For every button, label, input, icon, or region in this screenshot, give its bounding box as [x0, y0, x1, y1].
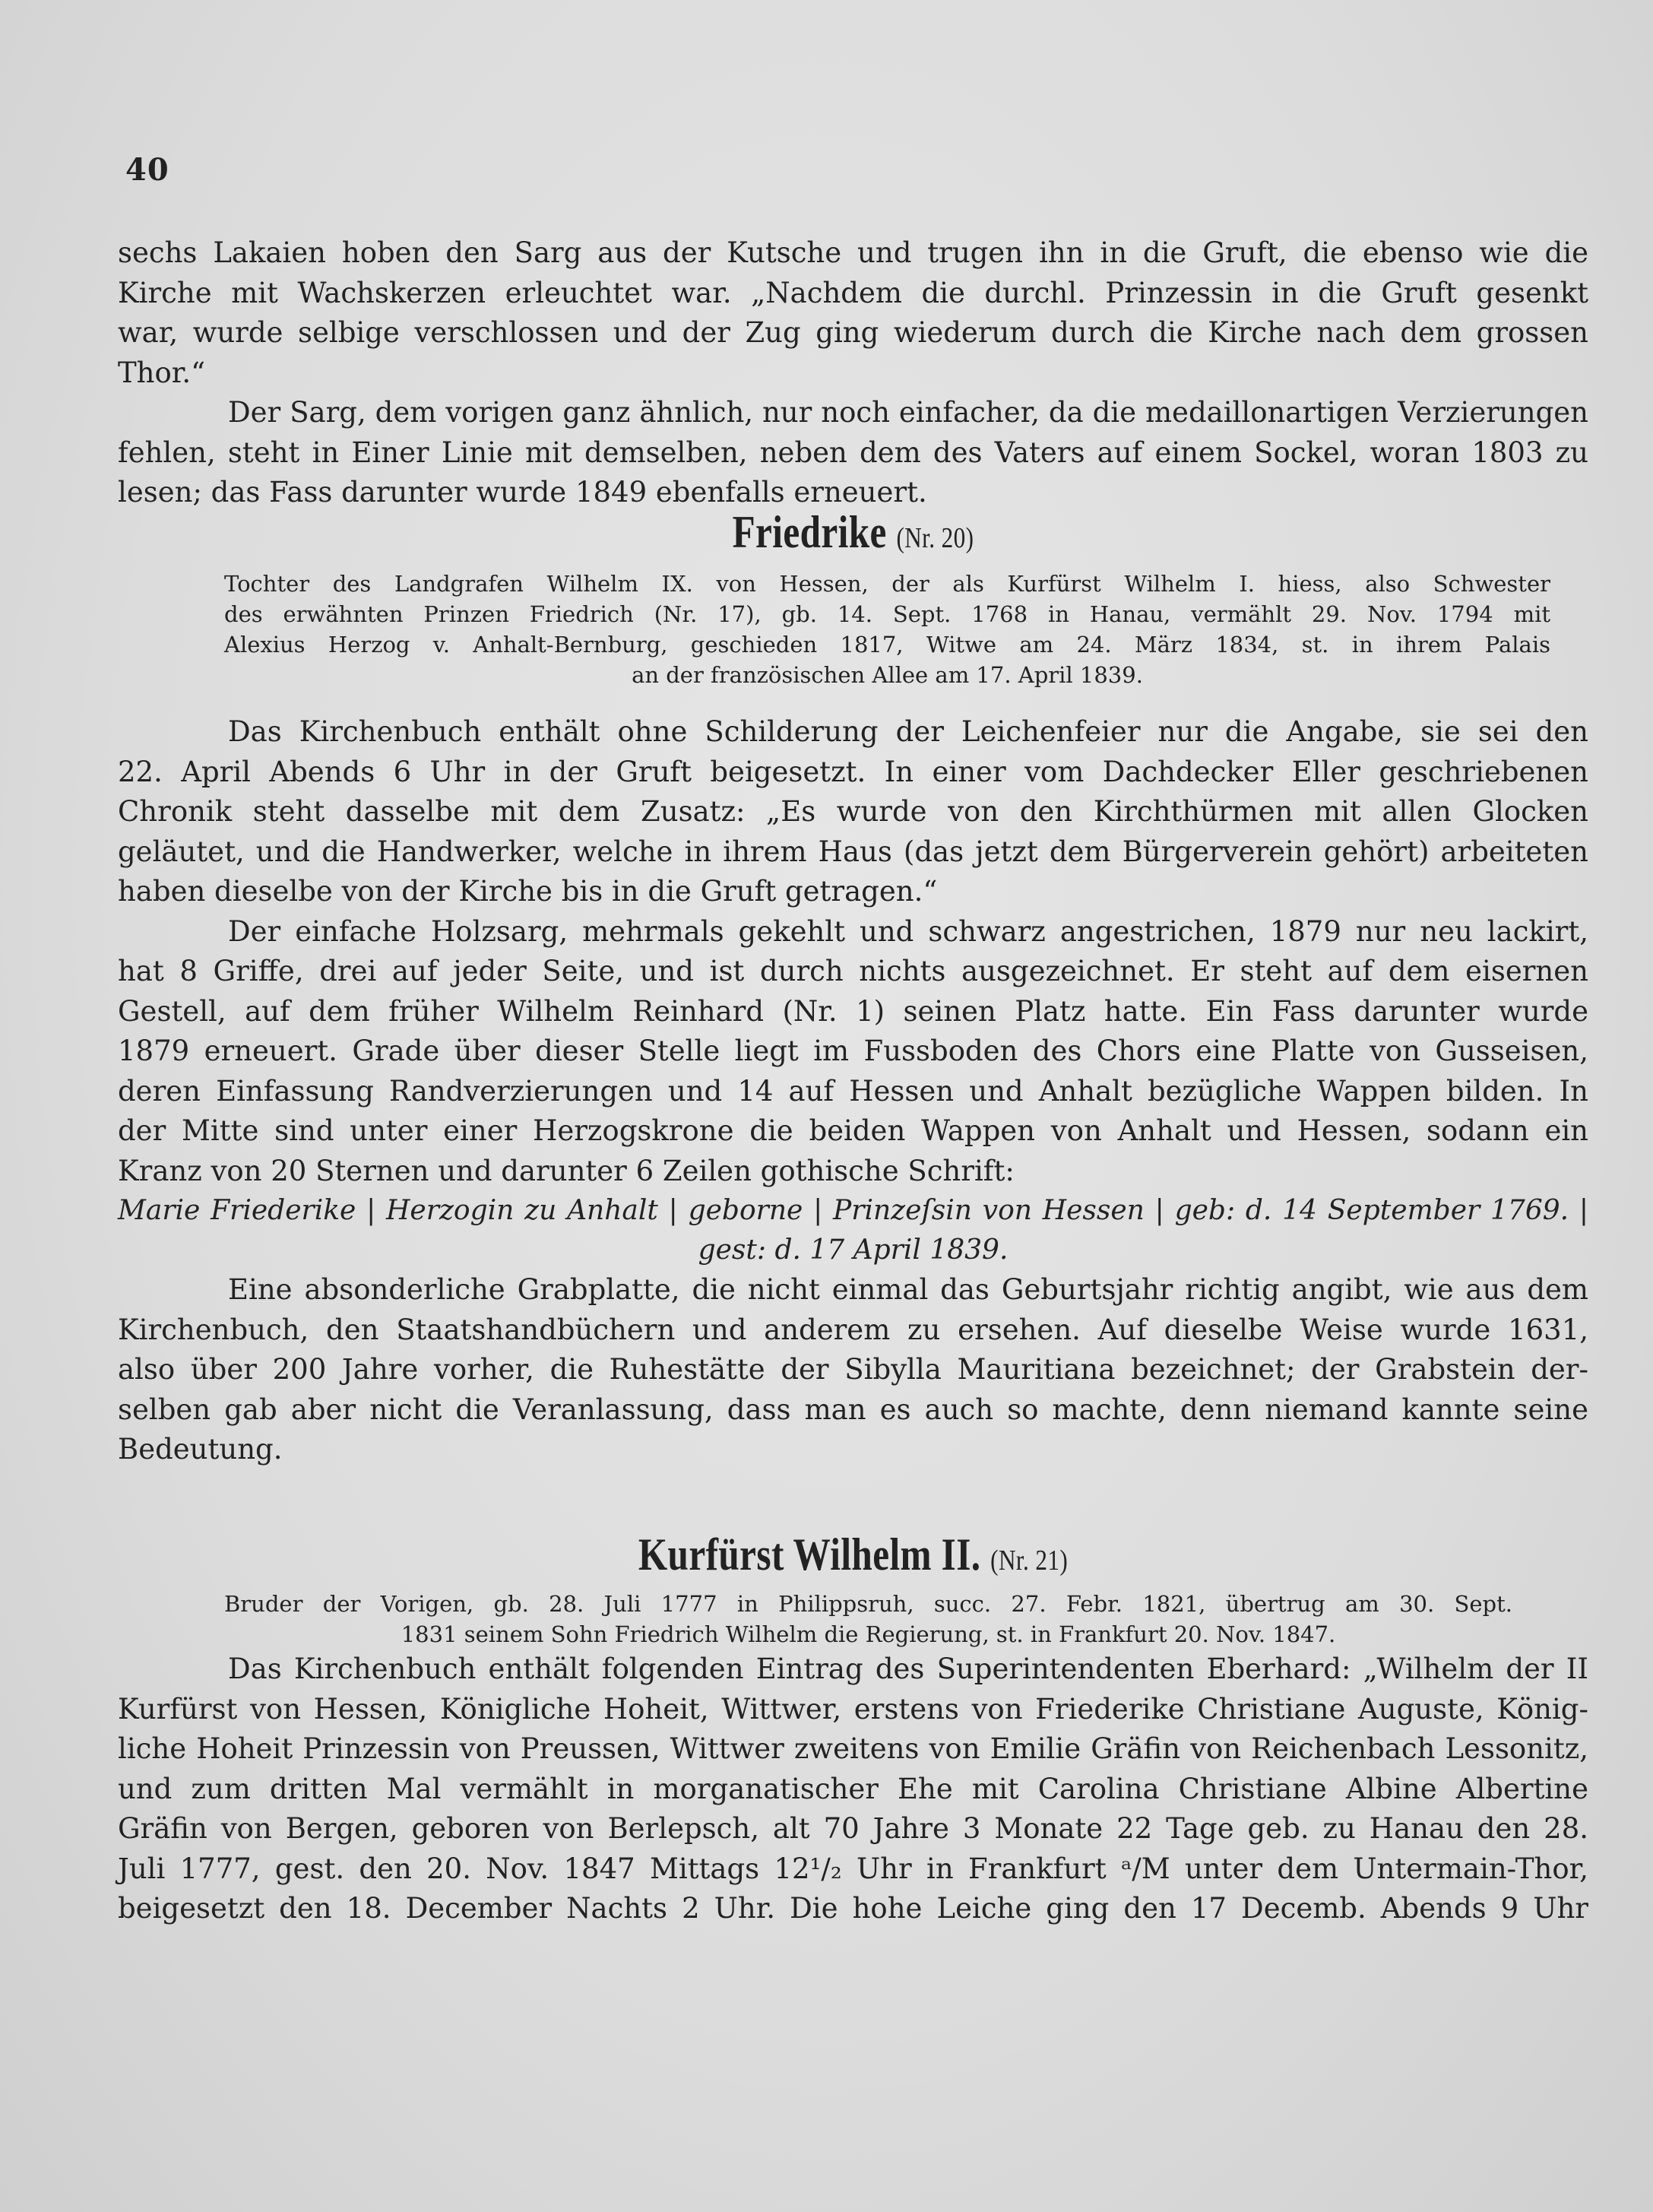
heading-number: (Nr. 21)	[990, 1545, 1069, 1577]
paragraph-line: haben dieselbe von der Kirche bis in die Gruft getragen.“	[118, 875, 938, 908]
paragraph-line: liche Hoheit Prinzessin von Preussen, Wittwer zweitens von Emilie Gräfin von Reichenbach Lessonitz,	[118, 1732, 1588, 1765]
paragraph-line: Kirchenbuch, den Staatshandbüchern und anderem zu ersehen. Auf dieselbe Weise wurde 1631,	[118, 1313, 1588, 1346]
biography-note-kurfuerst	[224, 1589, 1512, 1649]
section-heading-kurfuerst	[118, 1528, 1588, 1587]
paragraph-line: Juli 1777, gest. den 20. Nov. 1847 Mittags 12¹/₂ Uhr in Frankfurt ᵃ/M unter dem Untermain-Thor,	[118, 1852, 1588, 1885]
paragraph-line: Bedeutung.	[118, 1433, 283, 1466]
paragraph-line: Der Sarg, dem vorigen ganz ähnlich, nur noch einfacher, da die medaillonartigen Verzierungen	[228, 396, 1588, 429]
note-line: des erwähnten Prinzen Friedrich (Nr. 17), gb. 14. Sept. 1768 in Hanau, vermählt 29. Nov. 1794 mit	[224, 601, 1550, 627]
paragraph-line: Das Kirchenbuch enthält folgenden Eintrag des Superintendenten Eberhard: „Wilhelm der II	[228, 1653, 1588, 1685]
page-number: 40	[125, 152, 169, 188]
note-line: Alexius Herzog v. Anhalt-Bernburg, geschieden 1817, Witwe am 24. März 1834, st. in ihrem Palais	[224, 632, 1550, 658]
paragraph-line: 1879 erneuert. Grade über dieser Stelle liegt im Fussboden des Chors eine Platte von Gusseisen,	[118, 1035, 1588, 1067]
paragraph-line: Gräfin von Bergen, geboren von Berlepsch, alt 70 Jahre 3 Monate 22 Tage geb. zu Hanau den 28.	[118, 1812, 1588, 1845]
paragraph-line: sechs Lakaien hoben den Sarg aus der Kutsche und trugen ihn in die Gruft, die ebenso wie die	[118, 236, 1588, 269]
paragraph-line: Eine absonderliche Grabplatte, die nicht einmal das Geburtsjahr richtig angibt, wie aus dem	[228, 1273, 1588, 1306]
note-line: 1831 seinem Sohn Friedrich Wilhelm die Regierung, st. in Frankfurt 20. Nov. 1847.	[401, 1621, 1336, 1647]
paragraph-line: Chronik steht dasselbe mit dem Zusatz: „Es wurde von den Kirchthürmen mit allen Glocken	[118, 795, 1588, 828]
note-line: Bruder der Vorigen, gb. 28. Juli 1777 in Philippsruh, succ. 27. Febr. 1821, übertrug am 30. Sept.	[224, 1591, 1512, 1617]
paragraph-line: Kirche mit Wachskerzen erleuchtet war. „Nachdem die durchl. Prinzessin in die Gruft gesenkt	[118, 276, 1588, 309]
paragraph-line: beigesetzt den 18. December Nachts 2 Uhr. Die hohe Leiche ging den 17 Decemb. Abends 9 Uhr	[118, 1892, 1588, 1925]
note-line: Tochter des Landgrafen Wilhelm IX. von Hessen, der als Kurfürst Wilhelm I. hiess, also Schwester	[224, 571, 1550, 597]
inscription-line: gest: d. 17 April 1839.	[698, 1234, 1009, 1266]
paragraph-line: lesen; das Fass darunter wurde 1849 ebenfalls erneuert.	[118, 476, 927, 509]
paragraph-line: 22. April Abends 6 Uhr in der Gruft beigesetzt. In einer vom Dachdecker Eller geschriebenen	[118, 755, 1588, 788]
biography-note-friedrike	[224, 569, 1550, 690]
note-line: an der französischen Allee am 17. April 1839.	[632, 662, 1143, 688]
paragraph-line: der Mitte sind unter einer Herzogskrone die beiden Wappen von Anhalt und Hessen, sodann ein	[118, 1114, 1588, 1147]
paragraph-line: also über 200 Jahre vorher, die Ruhestätte der Sibylla Mauritiana bezeichnet; der Grabstein der-	[118, 1353, 1588, 1386]
paragraph-line: deren Einfassung Randverzierungen und 14 auf Hessen und Anhalt bezügliche Wappen bilden. In	[118, 1074, 1588, 1108]
section-body-kurfuerst	[118, 1649, 1588, 1929]
paragraph-line: hat 8 Griffe, drei auf jeder Seite, und ist durch nichts ausgezeichnet. Er steht auf dem eisernen	[118, 955, 1588, 987]
paragraph-line: fehlen, steht in Einer Linie mit demselben, neben dem des Vaters auf einem Sockel, woran 1803 zu	[118, 436, 1588, 469]
section-body-friedrike	[118, 712, 1588, 1470]
paragraph-line: Kurfürst von Hessen, Königliche Hoheit, Wittwer, erstens von Friederike Christiane Auguste, König-	[118, 1692, 1588, 1726]
paragraph-line: Der einfache Holzsarg, mehrmals gekehlt und schwarz angestrichen, 1879 nur neu lackirt,	[228, 914, 1588, 948]
heading-title: Friedrike	[732, 507, 887, 557]
paragraph-line: und zum dritten Mal vermählt in morganatischer Ehe mit Carolina Christiane Albine Albertine	[118, 1772, 1588, 1805]
paragraph-line: Gestell, auf dem früher Wilhelm Reinhard (Nr. 1) seinen Platz hatte. Ein Fass darunter wurde	[118, 994, 1588, 1028]
heading-number: (Nr. 20)	[896, 522, 974, 554]
heading-title: Kurfürst Wilhelm II.	[638, 1529, 981, 1580]
paragraph-line: Kranz von 20 Sternen und darunter 6 Zeilen gothische Schrift:	[118, 1154, 1015, 1187]
section-heading-friedrike	[118, 505, 1588, 565]
paragraph-line: geläutet, und die Handwerker, welche in ihrem Haus (das jetzt dem Bürgerverein gehört) arbeiteten	[118, 835, 1588, 868]
section-continuation	[118, 233, 1588, 513]
inscription-line: Marie Friederike | Herzogin zu Anhalt | geborne | Prinzeſsin von Hessen | geb: d. 14 September 1769. |	[118, 1195, 1588, 1226]
paragraph-line: Das Kirchenbuch enthält ohne Schilderung der Leichenfeier nur die Angabe, sie sei den	[228, 715, 1588, 748]
paragraph-line: selben gab aber nicht die Veranlassung, dass man es auch so machte, denn niemand kannte seine	[118, 1393, 1588, 1426]
paragraph-line: war, wurde selbige verschlossen und der Zug ging wiederum durch die Kirche nach dem grossen Thor.“	[118, 316, 1588, 389]
